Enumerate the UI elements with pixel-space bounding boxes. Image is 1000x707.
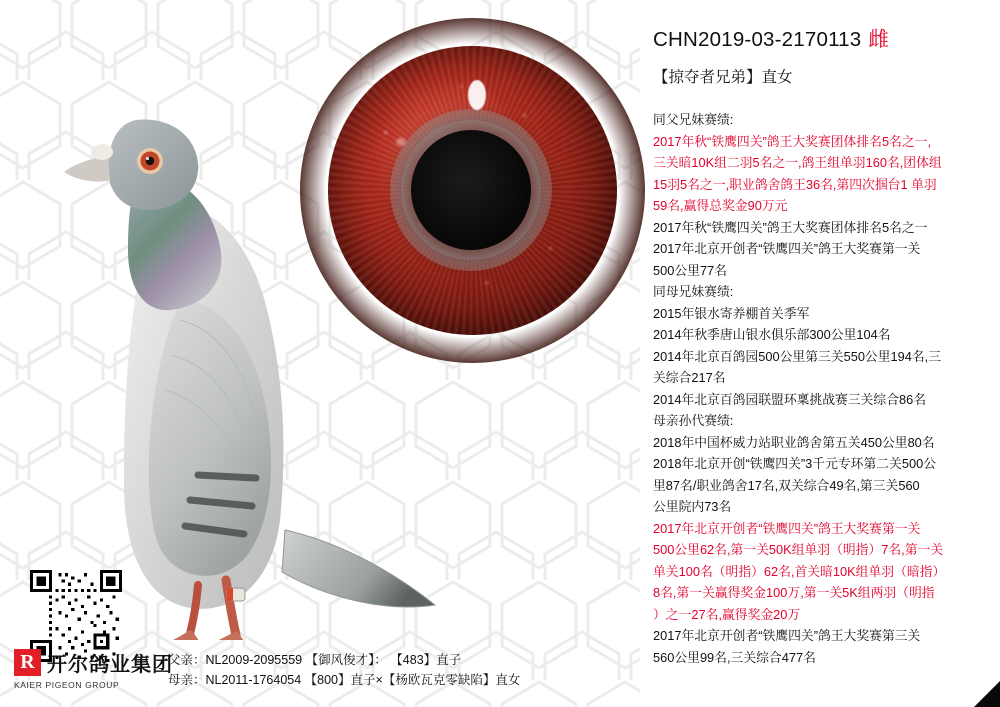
records-line: 单关100名（明指）62名,首关暗10K组单羽（暗指） (653, 563, 946, 579)
corner-mark (974, 681, 1000, 707)
records-section-heading: 同母兄妹赛绩: (653, 284, 734, 299)
records-line: 2018年北京开创“铁鹰四关”3千元专环第二关500公 (653, 456, 937, 471)
records-line: 2017年秋“铁鹰四关”鸽王大奖赛团体排名5名之一 (653, 219, 928, 235)
records-section-heading: 同父兄妹赛绩: (653, 112, 734, 127)
info-column (653, 22, 978, 668)
records-line: 8名,第一关赢得奖金100万,第一关5K组两羽（明指 (653, 585, 935, 600)
pigeon-photo (30, 60, 450, 640)
records-line: 里87名/职业鸽舍17名,双关综合49名,第三关560 (653, 477, 920, 493)
father-line: 父亲：NL2009-2095559 【御风俊才】： 【483】直子 (168, 653, 462, 667)
records-list (653, 109, 978, 668)
records-line: 三关暗10K组二羽5名之一,鸽王组单羽160名,团体组 (653, 155, 942, 170)
records-line: 560公里99名,三关综合477名 (653, 649, 816, 665)
records-line: 500公里62名,第一关50K组单羽（明指）7名,第一关 (653, 542, 944, 557)
records-line: ）之一27名,赢得奖金20万 (653, 606, 801, 622)
records-line: 500公里77名 (653, 262, 727, 278)
records-line: 15羽5名之一,职业鸽舍鸽王36名,第四次掴台1 单羽 (653, 176, 937, 192)
records-line: 2015年银水寄养棚首关季军 (653, 305, 810, 321)
records-line: 2017年北京开创者“铁鹰四关”鸽王大奖赛第一关 (653, 241, 921, 256)
pedigree-subtitle: 【掠夺者兄弟】直女 (653, 69, 793, 86)
records-line: 2017年北京开创者“铁鹰四关”鸽王大奖赛第一关 (653, 520, 921, 536)
records-line: 2018年中国杯威力站职业鸽舍第五关450公里80名 (653, 434, 935, 450)
page-title (653, 22, 978, 52)
ring-number: CHN2019-03-2170113 (653, 28, 862, 51)
brand-name-en: KAIER PIGEON GROUP (14, 680, 120, 690)
records-line: 2014年北京百鸽园联盟环稟挑战赛三关综合86名 (653, 391, 927, 407)
records-line: 公里院内73名 (653, 499, 732, 514)
mother-line: 母亲：NL2011-1764054 【800】直子×【杨欧瓦克零缺陷】直女 (168, 673, 521, 687)
records-section-heading: 母亲孙代赛绩: (653, 413, 734, 428)
records-line: 关综合217名 (653, 370, 726, 385)
records-line: 59名,赢得总奖金90万元 (653, 198, 788, 213)
records-line: 2014年秋季唐山银水俱乐部300公里104名 (653, 327, 891, 342)
records-line: 2017年北京开创者“铁鹰四关”鸽王大奖赛第三关 (653, 628, 921, 643)
brand-name-cn: 开尔鸽业集团 (47, 654, 173, 676)
records-line: 2017年秋“铁鹰四关”鸽王大奖赛团体排名5名之一, (653, 133, 932, 149)
brand-mark-icon: R (14, 649, 41, 676)
parents-block (168, 650, 628, 690)
sex-badge: 雌 (868, 28, 890, 51)
records-line: 2014年北京百鸽园500公里第三关550公里194名,三 (653, 348, 942, 364)
brand-logo (14, 648, 184, 690)
